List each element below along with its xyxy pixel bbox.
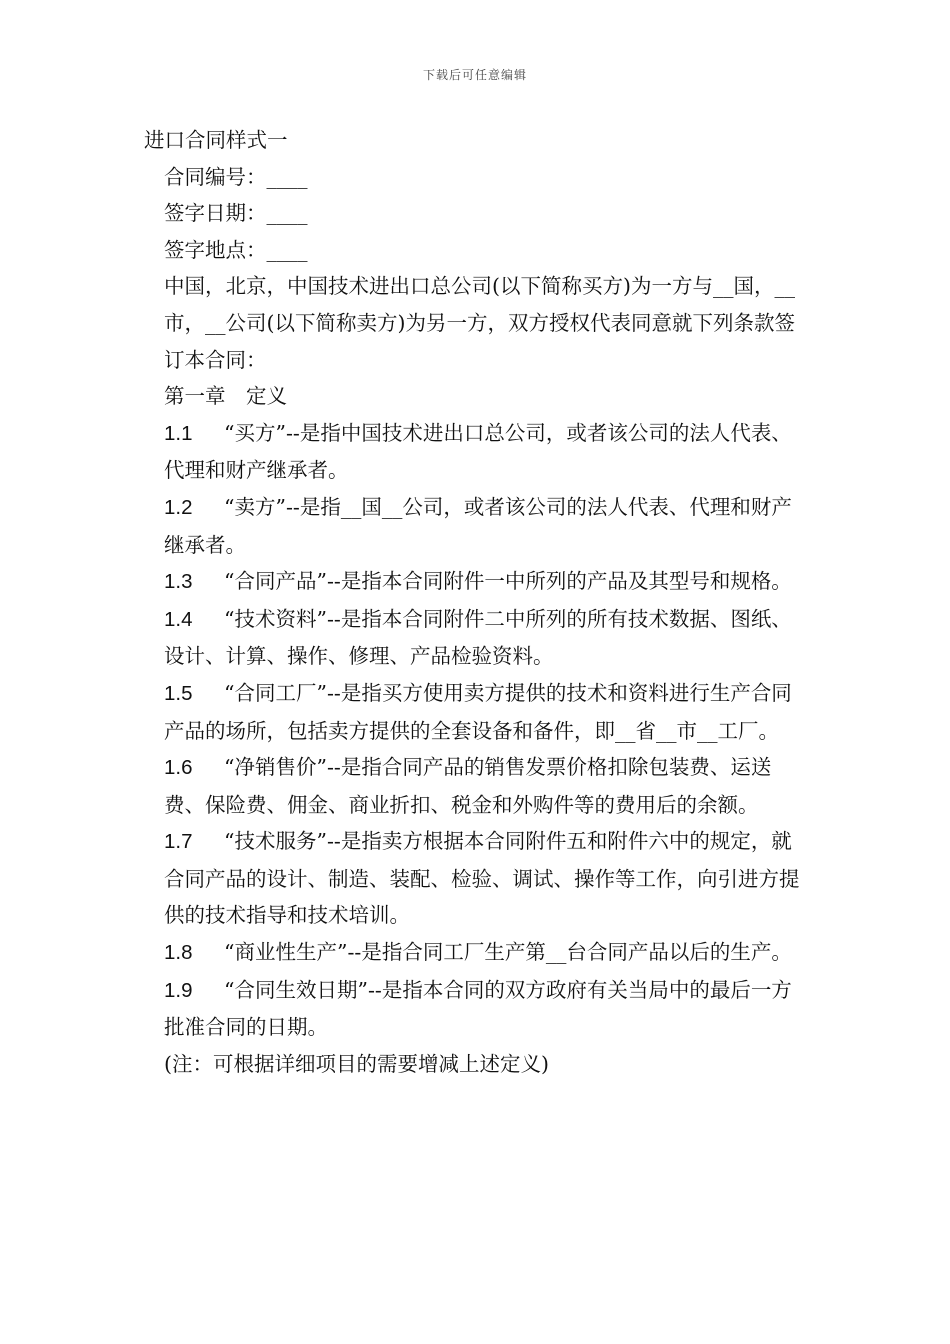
clause-number: 1.8: [164, 941, 193, 965]
clause-text: “商业性生产”--是指合同工厂生产第__台合同产品以后的生产。: [224, 940, 792, 965]
clause-number: 1.2: [164, 495, 193, 519]
contract-document: [144, 122, 812, 1082]
sign-place-line: 签字地点：____: [164, 237, 308, 262]
chapter-heading: 第一章 定义: [164, 384, 287, 409]
clause-1-1: [144, 415, 812, 489]
clause-text: “合同产品”--是指本合同附件一中所列的产品及其型号和规格。: [224, 569, 792, 594]
clause-1-3: [144, 563, 812, 601]
clause-number: 1.9: [164, 978, 193, 1002]
clause-text: “合同工厂”--是指买方使用卖方提供的技术和资料进行生产合同产品的场所，包括卖方提供的全套设备和备件，即__省__市__工厂。: [164, 680, 792, 743]
page-header: 下载后可任意编辑: [422, 68, 527, 82]
clause-number: 1.4: [164, 607, 193, 631]
clause-text: “卖方”--是指__国__公司，或者该公司的法人代表、代理和财产继承者。: [164, 494, 792, 557]
clause-number: 1.5: [164, 681, 193, 705]
clause-number: 1.1: [164, 421, 193, 445]
clause-1-8: [144, 934, 812, 972]
clause-text: “合同生效日期”--是指本合同的双方政府有关当局中的最后一方批准合同的日期。: [164, 977, 792, 1040]
clause-text: “买方”--是指中国技术进出口总公司，或者该公司的法人代表、代理和财产继承者。: [164, 420, 792, 483]
clause-1-9: [144, 972, 812, 1046]
clause-number: 1.7: [164, 830, 193, 854]
clause-1-6: [144, 749, 812, 823]
clause-1-5: [144, 675, 812, 749]
clause-number: 1.6: [164, 756, 193, 780]
clause-number: 1.3: [164, 570, 193, 594]
clause-1-2: [144, 489, 812, 563]
clause-1-7: [144, 823, 812, 934]
note-line: (注：可根据详细项目的需要增减上述定义): [164, 1051, 549, 1076]
preamble-paragraph: 中国，北京，中国技术进出口总公司(以下简称买方)为一方与__国，__市，__公司(以下简称卖方)为另一方，双方授权代表同意就下列条款签订本合同：: [164, 274, 795, 372]
clause-text: “净销售价”--是指合同产品的销售发票价格扣除包装费、运送费、保险费、佣金、商业折扣、税金和外购件等的费用后的余额。: [164, 755, 772, 817]
contract-number-line: 合同编号：____: [164, 164, 308, 189]
clause-1-4: [144, 601, 812, 675]
sign-date-line: 签字日期：____: [164, 201, 308, 226]
document-title: 进口合同样式一: [144, 128, 288, 152]
clause-text: “技术服务”--是指卖方根据本合同附件五和附件六中的规定，就合同产品的设计、制造、装配、检验、调试、操作等工作，向引进方提供的技术指导和技术培训。: [164, 829, 800, 928]
clause-text: “技术资料”--是指本合同附件二中所列的所有技术数据、图纸、设计、计算、操作、修理、产品检验资料。: [164, 606, 792, 669]
